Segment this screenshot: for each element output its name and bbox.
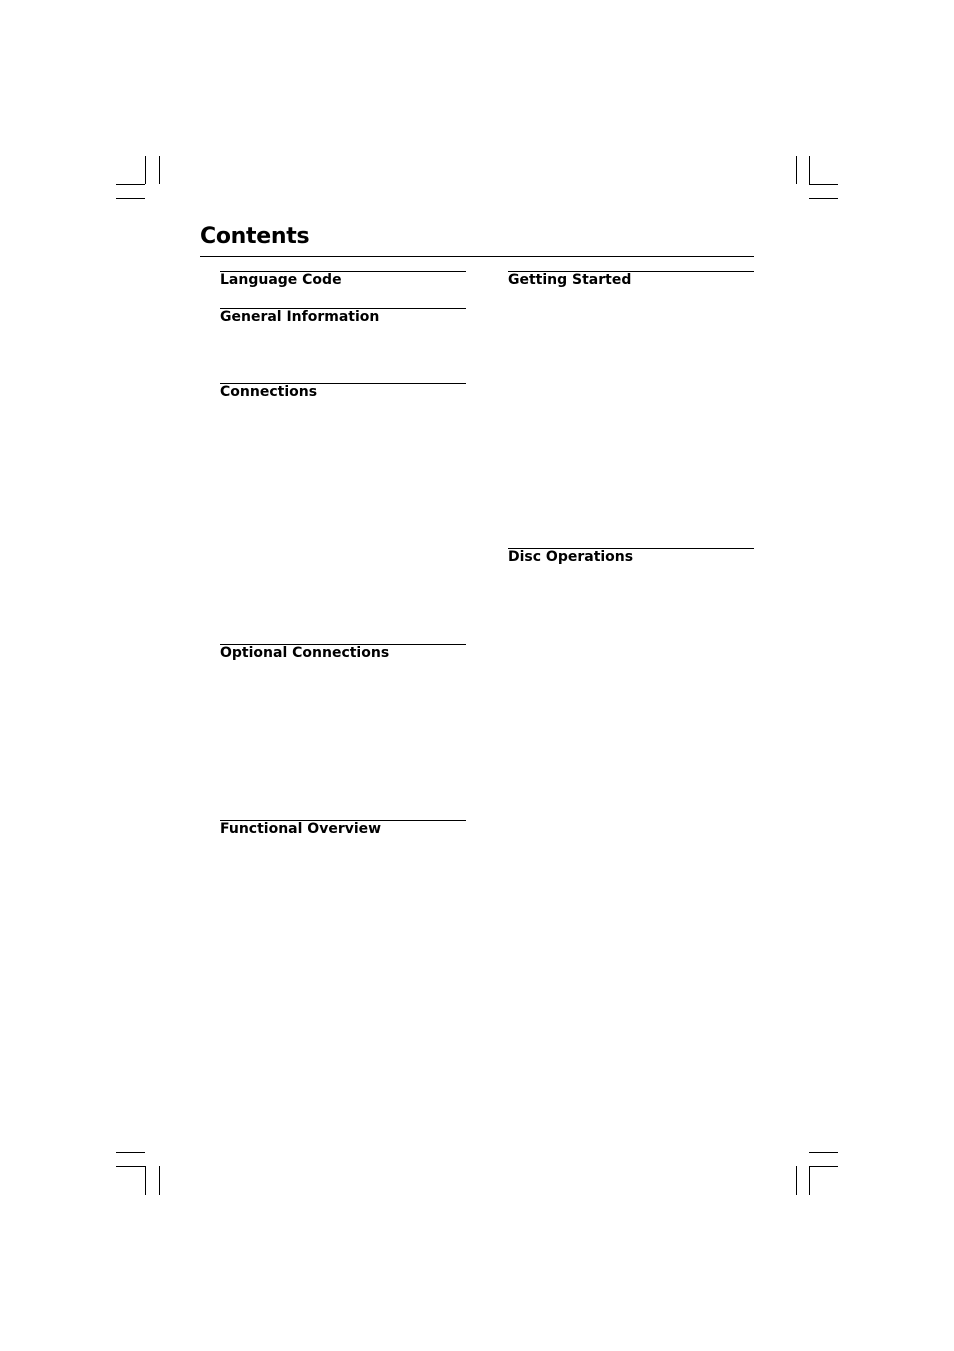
section-heading: Functional Overview bbox=[220, 821, 382, 837]
crop-mark-bottom-right-v2 bbox=[809, 1166, 810, 1195]
section-general-information bbox=[220, 308, 466, 325]
section-heading: Connections bbox=[220, 384, 318, 400]
title-rule bbox=[200, 256, 754, 257]
section-heading: Optional Connections bbox=[220, 645, 390, 661]
page-title: Contents bbox=[200, 224, 310, 249]
section-heading: Language Code bbox=[220, 272, 342, 288]
crop-mark-bottom-right-v bbox=[796, 1166, 797, 1195]
crop-mark-top-left-v2 bbox=[159, 156, 160, 184]
crop-mark-top-right-h2 bbox=[809, 198, 838, 199]
crop-mark-top-right-h bbox=[809, 184, 838, 185]
section-optional-connections bbox=[220, 644, 466, 661]
crop-mark-top-left-v bbox=[145, 156, 146, 184]
crop-mark-bottom-left-v2 bbox=[159, 1166, 160, 1195]
section-functional-overview bbox=[220, 820, 466, 837]
section-connections bbox=[220, 383, 466, 400]
section-heading: Getting Started bbox=[508, 272, 632, 288]
crop-mark-top-left-h2 bbox=[116, 198, 145, 199]
section-heading: Disc Operations bbox=[508, 549, 634, 565]
section-language-code bbox=[220, 271, 466, 288]
section-getting-started bbox=[508, 271, 754, 288]
section-heading: General Information bbox=[220, 309, 380, 325]
crop-mark-bottom-left-v bbox=[145, 1166, 146, 1195]
crop-mark-bottom-left-h bbox=[116, 1152, 145, 1153]
crop-mark-top-left-h bbox=[116, 184, 145, 185]
crop-mark-top-right-v2 bbox=[809, 156, 810, 184]
crop-mark-bottom-left-h2 bbox=[116, 1166, 145, 1167]
crop-mark-bottom-right-h2 bbox=[809, 1166, 838, 1167]
section-disc-operations bbox=[508, 548, 754, 565]
crop-mark-bottom-right-h bbox=[809, 1152, 838, 1153]
crop-mark-top-right-v bbox=[796, 156, 797, 184]
